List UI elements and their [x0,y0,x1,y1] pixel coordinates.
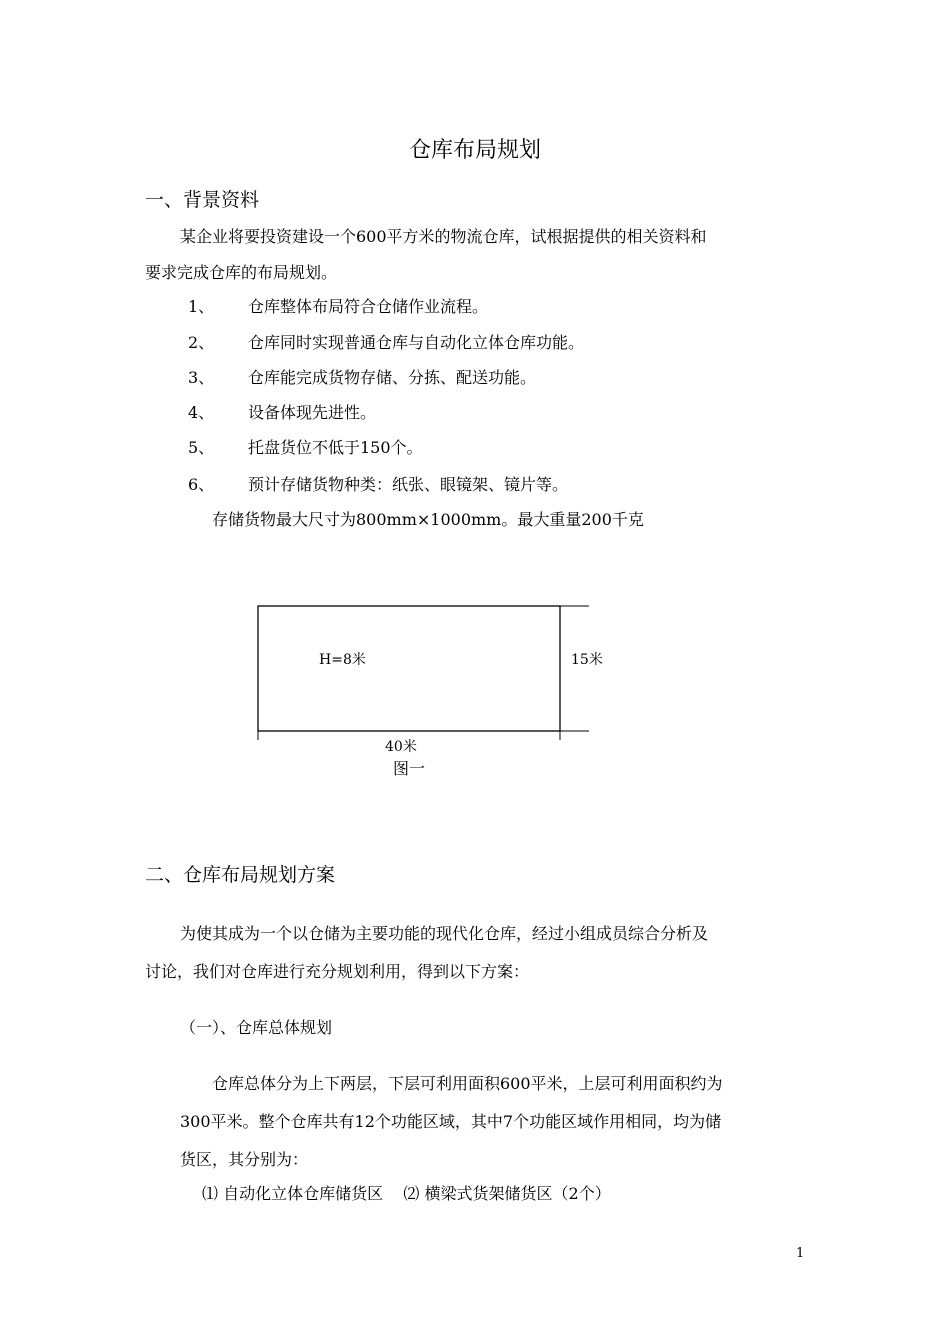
overall-paragraph-line-1: 仓库总体分为上下两层，下层可利用面积600平米，上层可利用面积约为 [212,1074,723,1093]
plan-paragraph-line-2: 讨论，我们对仓库进行充分规划利用，得到以下方案： [145,962,530,981]
figure-caption: 图一 [393,759,426,778]
section-heading-background: 一、背景资料 [145,189,260,211]
list-item-number: 6、 [188,475,215,494]
page-title: 仓库布局规划 [408,138,541,163]
list-item-number: 1、 [188,297,215,316]
storage-areas-line: ⑴ 自动化立体仓库储货区 ⑵ 横梁式货架储货区（2个） [202,1184,611,1203]
list-item-text: 仓库整体布局符合仓储作业流程。 [248,297,489,316]
list-item-text: 设备体现先进性。 [248,403,377,422]
intro-paragraph-line-1: 某企业将要投资建设一个600平方米的物流仓库，试根据提供的相关资料和 [180,227,707,246]
subsection-heading-overall: （一）、仓库总体规划 [180,1018,333,1037]
warehouse-outline [258,606,560,731]
list-item-number: 2、 [188,333,215,352]
list-item-text: 仓库同时实现普通仓库与自动化立体仓库功能。 [248,333,585,352]
overall-paragraph-line-2: 300平米。整个仓库共有12个功能区域，其中7个功能区域作用相同，均为储 [180,1112,722,1131]
warehouse-floor-plan-diagram [240,590,620,740]
width-label: 40米 [385,739,417,755]
list-item-text: 仓库能完成货物存储、分拣、配送功能。 [248,368,537,387]
list-item-number: 5、 [188,438,215,457]
list-item-number: 3、 [188,368,215,387]
depth-label: 15米 [571,652,603,668]
height-label: H=8米 [319,652,366,668]
overall-paragraph-line-3: 货区，其分别为： [180,1150,309,1169]
cargo-size-note: 存储货物最大尺寸为800mm×1000mm。最大重量200千克 [212,510,644,529]
list-item-number: 4、 [188,403,215,422]
list-item-text: 预计存储货物种类：纸张、眼镜架、镜片等。 [248,475,569,494]
intro-paragraph-line-2: 要求完成仓库的布局规划。 [145,263,338,282]
plan-paragraph-line-1: 为使其成为一个以仓储为主要功能的现代化仓库，经过小组成员综合分析及 [180,924,709,943]
list-item-text: 托盘货位不低于150个。 [248,438,423,457]
page-number: 1 [796,1246,805,1261]
section-heading-plan: 二、仓库布局规划方案 [145,864,336,886]
